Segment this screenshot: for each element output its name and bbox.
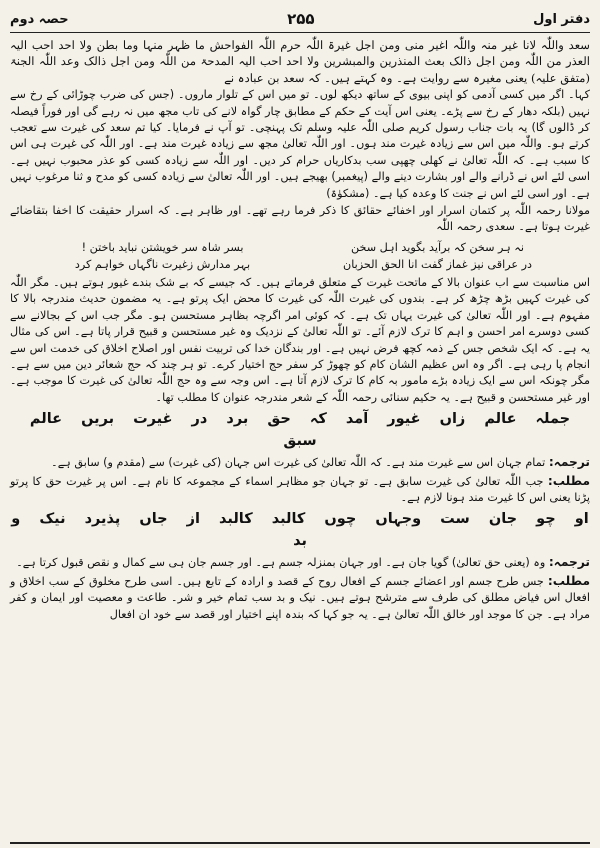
saadi-poem xyxy=(10,237,590,275)
meaning-label: مطلب: xyxy=(547,473,590,488)
masnavi-verse-2: او چو جان ست وجہاں چوں کالبد کالبد از جاں پذیرد نیک و بد xyxy=(11,511,589,550)
masnavi-verse-1: جملہ عالم زاں غیور آمد کہ حق برد در غیرت بریں عالم سبق xyxy=(29,411,571,450)
poem-line: در عراقی نیز غماز گفت انا الحق الحزبان xyxy=(342,257,533,271)
meaning-text: جس طرح جسم اور اعضائے جسم کے افعال روح کے قصد و ارادہ کے تابع ہیں۔ اسی طرح مخلوق کے سب اخلاق و افعال اس فیاض مطلق کی طرف سے مترشح ہوتے ہیں۔ نیک و بد سب تمام خیر و شر۔ طاعت و معصیت اور ایمان و کفر مراد ہے۔ جن کا موجد اور خالق اللّٰہ تعالیٰ ہے۔ یہ جو کہا کہ بندہ اپنے اختیار اور قصد سے خود ان افعال xyxy=(10,574,590,621)
translation-text: تمام جہان اس سے غیرت مند ہے۔ کہ اللّٰہ تعالیٰ کی غیرت اس جہان (کی غیرت) سے (مقدم و) سابق ہے۔ xyxy=(51,456,549,470)
translation-label: ترجمہ: xyxy=(548,555,590,570)
poem-line: نہ ہر سخن کہ برآید بگوید اہل سخن xyxy=(351,240,524,254)
page-header xyxy=(10,6,590,33)
page-number: ۲۵۵ xyxy=(287,10,315,28)
header-volume: حصہ دوم xyxy=(10,11,69,27)
hadith-translation: کہا۔ اگر میں کسی آدمی کو اپنی بیوی کے ساتھ دیکھ لوں۔ تو میں اس کے تلوار ماروں۔ (جس کی ضرب چوڑائی کے رخ سے نہیں (بلکہ دھار کے رخ سے پڑے۔ یعنی اس آیت کے حکم کے مطابق چار گواہ لانے کی تاب مجھ میں نہ رہے گی اور فوراً فیصلہ کر ڈالوں گا) یہ بات جناب رسول کریم صلی اللّٰہ علیہ وسلم تک پہنچی۔ تو آپ نے فرمایا۔ کیا تم سعد کی غیرت سے تعجب کرتے ہو۔ واللّٰہ میں اس سے زیادہ غیرت مند ہوں۔ اور اللّٰہ تعالیٰ مجھ سے زیادہ غیرت مند ہے۔ اور اللّٰہ کی غیرت ہی اس کا سبب ہے۔ کہ اللّٰہ تعالیٰ نے کھلی چھپی سب بدکاریاں حرام کر دیں۔ اور اللّٰہ سے زیادہ کسی کو عذر محبوب نہیں ہے۔ اسی لئے اس نے ڈرانے والے اور بشارت دینے والے (پیغمبر) بھیجے ہیں۔ اور اللّٰہ تعالیٰ سے زیادہ کسی کو مدح و ثنا مرغوب نہیں ہے۔ اور اسی لئے اس نے جنت کا وعدہ کیا ہے۔ (مشکوٰۃ) xyxy=(10,88,590,200)
meaning-block xyxy=(10,573,590,623)
translation-label: ترجمہ: xyxy=(548,455,590,470)
commentary-paragraph: اس مناسبت سے اب عنوان بالا کے ماتحت غیرت کے متعلق فرماتے ہیں۔ کہ جیسے کہ بے شک بندے غیور ہوتے ہیں۔ مگر اللّٰہ کی غیرت کہیں بڑھ چڑھ کر ہے۔ بندوں کی غیرت اللّٰہ کی غیرت کا محض ایک پرتو ہے۔ یہ مضمون حدیث مندرجہ بالا کا مفہوم ہے۔ اور اللّٰہ تعالیٰ کی غیرت یہاں تک ہے۔ کہ کوئی امر اگرچہ بظاہر مستحسن ہو۔ مگر جب اس کے بجالانے سے کسی دوسرے امر احسن و اہم کا ترک لازم آئے۔ تو اللّٰہ تعالیٰ کے نزدیک وہ غیر مستحسن و قبیح قرار پاتا ہے۔ اس کی مثال یہ ہے۔ کہ ایک شخص جس کے ذمہ کچھ فرض نہیں ہے۔ اور بندگان خدا کی تربیت نفس اور اصلاح اخلاق کی خدمت اس سے انجام پا رہی ہے۔ اگر وہ اس عظیم الشان کام کو چھوڑ کر سفر حج اختیار کرے۔ تو ہر چند کہ حج شعائر دین میں سے ہے۔ مگر چونکہ اس سے ایک زیادہ بڑے مامور بہ کام کا ترک لازم آتا ہے۔ اس وجہ سے وہ حج اللّٰہ تعالیٰ کی غیرت کا موجب ہے۔ اور غیر مستحسن و قبیح ہے۔ یہ حکیم سنائی رحمہ اللّٰہ کے شعر مندرجہ عنوان کا مطلب تھا۔ xyxy=(10,275,590,404)
page-body xyxy=(10,33,590,623)
poem-line: بسر شاہ سر خویشتن نباید باختن ! xyxy=(81,240,244,254)
translation-block xyxy=(10,554,590,571)
bottom-rule xyxy=(10,842,590,844)
hadith-text: سعد واللّٰہ لانا غیر منہ واللّٰہ اغیر منی ومن اجل غیرۃ اللّٰہ حرم اللّٰہ الفواحش ما ظہر منہا وما بطن ولا احد احب الیہ العذر من اللّٰہ ومن اجل ذالک بعث المنذرین والمبشرین ولا احد احب الیہ المدحۃ من اللّٰہ ومن اجل ذالک وعد اللّٰہ الجنۃ (متفق علیہ) یعنی مغیرہ سے روایت ہے۔ وہ کہتے ہیں۔ کہ سعد بن عبادہ نے xyxy=(10,38,590,85)
poem-line: بہر مدارش زغیرت ناگہاں خواہم کرد xyxy=(74,257,251,271)
translation-block xyxy=(10,454,590,471)
meaning-label: مطلب: xyxy=(547,573,590,588)
intro-paragraph: مولانا رحمہ اللّٰہ پر کتمان اسرار اور اخفائے حقائق کا ذکر فرما رہے تھے۔ اور ظاہر ہے۔ کہ اسرار حقیقت کا اخفا بتقاضائے غیرت ہوتا ہے۔ سعدی رحمہ اللّٰہ xyxy=(10,204,590,234)
meaning-text: جب اللّٰہ تعالیٰ کی غیرت سابق ہے۔ تو جہان جو مظاہر اسماء کے مجموعہ کا نام ہے۔ اس پر غیرت حق کا پرتو پڑنا یعنی اس کا غیرت مند ہونا لازم ہے۔ xyxy=(10,474,590,504)
header-book-title: دفتر اول xyxy=(533,11,590,27)
meaning-block xyxy=(10,473,590,507)
translation-text: وہ (یعنی حق تعالیٰ) گویا جان ہے۔ اور جہان بمنزلہ جسم ہے۔ اور جسم جان ہی سے کمال و نقص قبول کرتا ہے۔ xyxy=(16,556,549,570)
